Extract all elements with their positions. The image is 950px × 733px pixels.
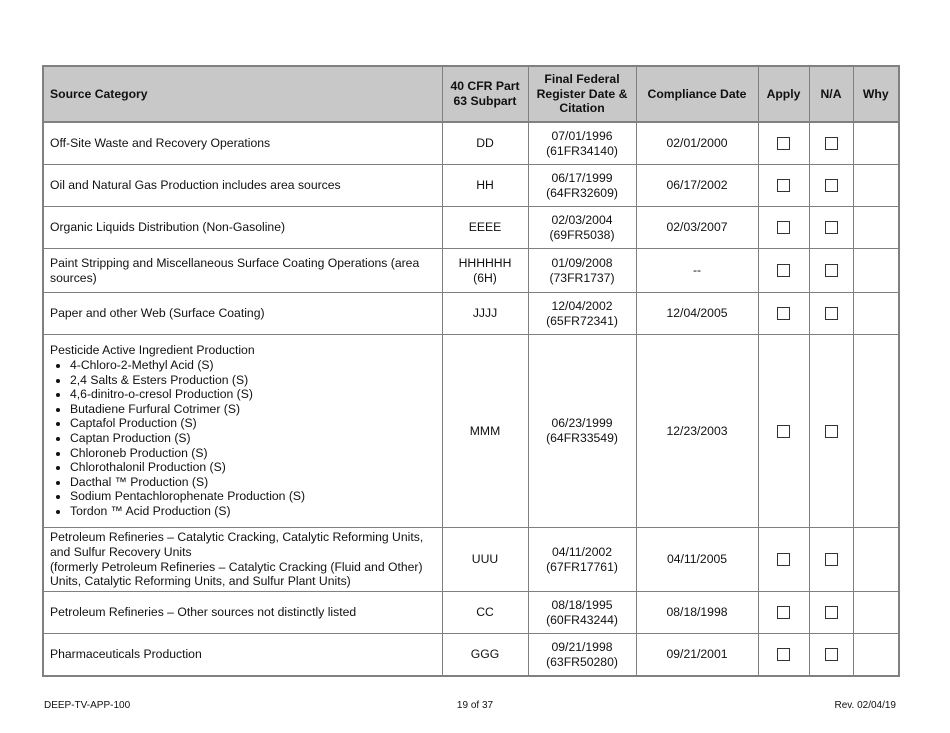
table-row	[43, 249, 899, 293]
apply-cell	[758, 592, 809, 634]
fr-date: 08/18/1995	[551, 597, 613, 612]
category-note: (formerly Petroleum Refineries – Catalytic Cracking (Fluid and Other) Units, Catalytic Reforming Units, and Sulfur Plant Units)	[50, 559, 423, 589]
footer-page-number: 19 of 37	[456, 700, 494, 711]
apply-checkbox[interactable]	[777, 221, 790, 234]
na-cell	[809, 165, 853, 207]
table-row	[43, 165, 899, 207]
fr-citation: (60FR43244)	[546, 612, 618, 627]
source-category-cell: Oil and Natural Gas Production includes area sources	[43, 165, 442, 207]
apply-checkbox[interactable]	[777, 137, 790, 150]
list-item: • Captan Production (S)	[70, 431, 436, 446]
compliance-date-cell: 09/21/2001	[636, 634, 758, 677]
apply-checkbox[interactable]	[777, 179, 790, 192]
why-field[interactable]	[853, 122, 899, 165]
na-checkbox[interactable]	[825, 307, 838, 320]
header-compliance-date: Compliance Date	[636, 66, 758, 122]
why-field[interactable]	[853, 165, 899, 207]
subpart-cell: EEEE	[442, 207, 528, 249]
compliance-date-cell: 04/11/2005	[636, 528, 758, 592]
subpart-cell: DD	[442, 122, 528, 165]
apply-cell	[758, 293, 809, 335]
why-field[interactable]	[853, 335, 899, 528]
fr-date: 09/21/1998	[551, 639, 613, 654]
why-field[interactable]	[853, 634, 899, 677]
na-checkbox[interactable]	[825, 221, 838, 234]
header-why: Why	[853, 66, 899, 122]
header-apply: Apply	[758, 66, 809, 122]
list-item: • Butadiene Furfural Cotrimer (S)	[70, 402, 436, 417]
list-item: • Chloroneb Production (S)	[70, 446, 436, 461]
na-cell	[809, 592, 853, 634]
footer-doc-id: DEEP-TV-APP-100	[44, 700, 131, 711]
fr-date: 07/01/1996	[551, 128, 613, 143]
list-item: • 2,4 Salts & Esters Production (S)	[70, 373, 436, 388]
fr-citation: (64FR32609)	[546, 185, 618, 200]
subpart-cell: UUU	[442, 528, 528, 592]
fr-citation: (69FR5038)	[549, 227, 615, 242]
fr-citation: (65FR72341)	[546, 313, 618, 328]
fr-citation: (64FR33549)	[546, 431, 618, 445]
header-federal-register: Final Federal Register Date & Citation	[528, 66, 636, 122]
na-checkbox[interactable]	[825, 179, 838, 192]
apply-checkbox[interactable]	[777, 606, 790, 619]
header-source-category: Source Category	[43, 66, 442, 122]
apply-cell	[758, 634, 809, 677]
pesticide-list	[50, 358, 436, 519]
subpart-cell: MMM	[442, 335, 528, 528]
table-row	[43, 122, 899, 165]
why-field[interactable]	[853, 249, 899, 293]
apply-checkbox[interactable]	[777, 553, 790, 566]
category-title: Pesticide Active Ingredient Production	[50, 343, 255, 358]
why-field[interactable]	[853, 293, 899, 335]
source-category-cell: Organic Liquids Distribution (Non-Gasoline)	[43, 207, 442, 249]
why-field[interactable]	[853, 207, 899, 249]
apply-cell	[758, 528, 809, 592]
footer-revision: Rev. 02/04/19	[834, 700, 896, 711]
list-item: • Sodium Pentachlorophenate Production (S)	[70, 489, 436, 504]
federal-register-cell	[528, 249, 636, 293]
list-item: • 4,6-dinitro-o-cresol Production (S)	[70, 387, 436, 402]
why-field[interactable]	[853, 592, 899, 634]
apply-cell	[758, 165, 809, 207]
fr-citation: (61FR34140)	[546, 143, 618, 158]
na-cell	[809, 335, 853, 528]
source-category-cell: Paper and other Web (Surface Coating)	[43, 293, 442, 335]
apply-cell	[758, 335, 809, 528]
compliance-date-cell: 02/03/2007	[636, 207, 758, 249]
category-title: Petroleum Refineries – Catalytic Cracking, Catalytic Reforming Units, and Sulfur Recovery Units	[50, 530, 424, 559]
subpart-cell: CC	[442, 592, 528, 634]
subpart-code: HHHHHH	[458, 255, 512, 270]
fr-date: 04/11/2002	[551, 544, 613, 559]
na-cell	[809, 528, 853, 592]
subpart-cell	[442, 249, 528, 293]
apply-checkbox[interactable]	[777, 264, 790, 277]
list-item: • 4-Chloro-2-Methyl Acid (S)	[70, 358, 436, 373]
na-cell	[809, 249, 853, 293]
fr-date: 12/04/2002	[551, 298, 613, 313]
header-cfr-subpart: 40 CFR Part 63 Subpart	[442, 66, 528, 122]
source-category-cell: Pharmaceuticals Production	[43, 634, 442, 677]
source-category-cell	[43, 528, 442, 592]
na-cell	[809, 634, 853, 677]
fr-citation: (67FR17761)	[546, 559, 618, 574]
compliance-date-cell: 12/23/2003	[636, 335, 758, 528]
apply-checkbox[interactable]	[777, 425, 790, 438]
list-item: • Tordon ™ Acid Production (S)	[70, 504, 436, 519]
subpart-cell: JJJJ	[442, 293, 528, 335]
source-category-cell: Petroleum Refineries – Other sources not distinctly listed	[43, 592, 442, 634]
source-category-cell	[43, 335, 442, 528]
na-checkbox[interactable]	[825, 264, 838, 277]
source-category-cell: Off-Site Waste and Recovery Operations	[43, 122, 442, 165]
fr-date: 06/17/1999	[551, 170, 613, 185]
subpart-alt: (6H)	[473, 270, 497, 285]
compliance-date-cell: 12/04/2005	[636, 293, 758, 335]
source-category-cell: Paint Stripping and Miscellaneous Surface Coating Operations (area sources)	[43, 249, 442, 293]
na-checkbox[interactable]	[825, 606, 838, 619]
fr-citation: (73FR1737)	[549, 270, 615, 285]
list-item: • Chlorothalonil Production (S)	[70, 460, 436, 475]
table-row	[43, 528, 899, 592]
compliance-date-cell: 06/17/2002	[636, 165, 758, 207]
compliance-date-cell: 08/18/1998	[636, 592, 758, 634]
federal-register-cell	[528, 528, 636, 592]
compliance-date-cell: --	[636, 249, 758, 293]
table-row	[43, 335, 899, 528]
table-row	[43, 592, 899, 634]
subpart-cell: GGG	[442, 634, 528, 677]
apply-cell	[758, 207, 809, 249]
header-na: N/A	[809, 66, 853, 122]
federal-register-cell	[528, 207, 636, 249]
na-cell	[809, 122, 853, 165]
federal-register-cell	[528, 592, 636, 634]
na-checkbox[interactable]	[825, 648, 838, 661]
na-checkbox[interactable]	[825, 553, 838, 566]
table-row	[43, 293, 899, 335]
federal-register-cell	[528, 165, 636, 207]
why-field[interactable]	[853, 528, 899, 592]
apply-cell	[758, 122, 809, 165]
na-checkbox[interactable]	[825, 425, 838, 438]
apply-cell	[758, 249, 809, 293]
federal-register-cell	[528, 293, 636, 335]
fr-date: 06/23/1999	[551, 416, 613, 431]
fr-date: 02/03/2004	[551, 212, 613, 227]
compliance-date-cell: 02/01/2000	[636, 122, 758, 165]
fr-citation: (63FR50280)	[546, 654, 618, 669]
subpart-cell: HH	[442, 165, 528, 207]
na-checkbox[interactable]	[825, 137, 838, 150]
fr-date: 01/09/2008	[551, 255, 613, 270]
federal-register-cell	[528, 122, 636, 165]
na-cell	[809, 207, 853, 249]
na-cell	[809, 293, 853, 335]
apply-checkbox[interactable]	[777, 648, 790, 661]
table-header-row	[43, 66, 899, 122]
federal-register-cell	[528, 634, 636, 677]
apply-checkbox[interactable]	[777, 307, 790, 320]
table-row	[43, 634, 899, 677]
list-item: • Captafol Production (S)	[70, 416, 436, 431]
federal-register-cell	[528, 335, 636, 528]
list-item: • Dacthal ™ Production (S)	[70, 475, 436, 490]
table-row	[43, 207, 899, 249]
source-category-table	[42, 65, 900, 677]
